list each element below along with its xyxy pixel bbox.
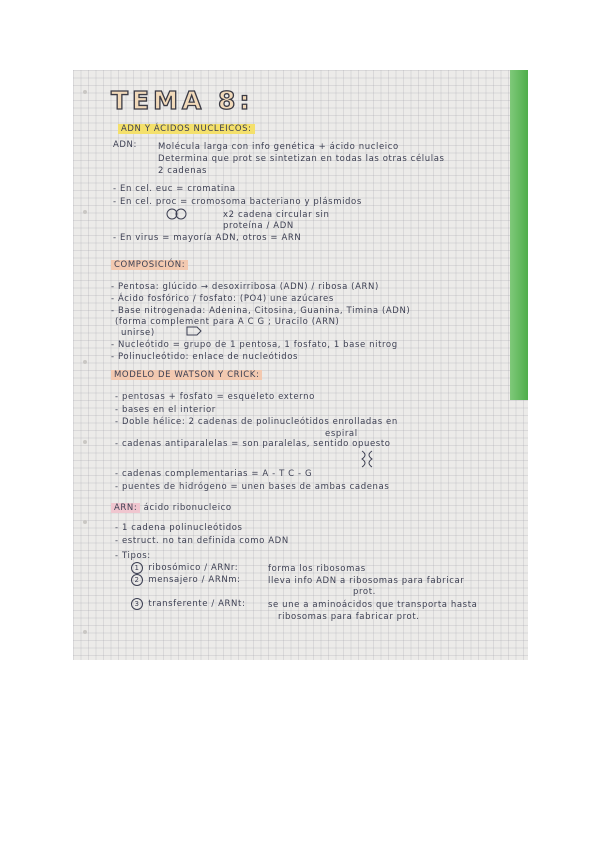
composicion-header [111,260,188,270]
binder-hole [83,630,87,634]
arn-tipo-name: mensajero / ARNm: [148,575,241,585]
modelo-item: - puentes de hidrógeno = unen bases de ambas cadenas [115,482,390,492]
arn-tipo-desc-2: prot. [353,587,376,597]
page-title: TEMA 8: [111,86,254,115]
modelo-header [111,370,262,380]
arn-tipo-desc: lleva info ADN a ribosomas para fabricar [268,576,465,586]
binder-hole [83,360,87,364]
composicion-item: - Base nitrogenada: Adenina, Citosina, Guanina, Timina (ADN) [111,306,411,316]
subtitle [118,124,255,134]
adn-proc-sub-1: x2 cadena circular sin [223,210,330,220]
arn-tipo-desc: forma los ribosomas [268,564,366,574]
arn-header [111,503,232,513]
composicion-item: - Polinucleótido: enlace de nucleótidos [111,352,299,362]
arn-item: - Tipos: [115,551,151,561]
base-pair-sketch [185,325,207,337]
number-circle-icon: 3 [131,598,143,610]
arn-tipo-name: ribosómico / ARNr: [148,563,239,573]
chromosome-sketch [165,207,189,221]
adn-line-3: 2 cadenas [158,166,208,176]
modelo-item: espiral [325,429,358,439]
notebook-page [73,70,528,660]
composicion-highlight: COMPOSICIÓN: [111,260,188,270]
number-circle-icon: 1 [131,562,143,574]
arn-item: - 1 cadena polinucleótidos [115,523,243,533]
composicion-item: - Nucleótido = grupo de 1 pentosa, 1 fosfato, 1 base nitrog [111,340,398,350]
arn-header-rest: ácido ribonucleico [143,503,232,513]
adn-line-2: Determina que prot se sintetizan en todas las otras células [158,154,445,164]
modelo-item: - cadenas antiparalelas = son paralelas, sentido opuesto [115,439,391,449]
adn-line-1: Molécula larga con info genética + ácido nucleico [158,142,399,152]
composicion-item: unirse) [121,328,155,338]
arn-highlight: ARN: [111,503,140,513]
binder-hole [83,90,87,94]
modelo-item: - pentosas + fosfato = esqueleto externo [115,392,315,402]
modelo-item: - cadenas complementarias = A - T C - G [115,469,313,479]
adn-virus: - En virus = mayoría ADN, otros = ARN [113,233,302,243]
arn-tipo-1 [131,562,238,574]
composicion-item: - Pentosa: glúcido → desoxirribosa (ADN) / ribosa (ARN) [111,282,379,292]
arn-tipo-desc-2: ribosomas para fabricar prot. [278,612,420,622]
adn-euc: - En cel. euc = cromatina [113,184,236,194]
composicion-item: (forma complement para A C G ; Uracilo (ARN) [115,317,340,327]
modelo-item: - bases en el interior [115,405,216,415]
arn-tipo-3 [131,598,245,610]
adn-proc: - En cel. proc = cromosoma bacteriano y plásmidos [113,197,362,207]
arn-item: - estruct. no tan definida como ADN [115,536,289,546]
modelo-highlight: MODELO DE WATSON Y CRICK: [111,370,262,380]
binder-hole [83,520,87,524]
adn-proc-sub-2: proteína / ADN [223,221,294,231]
subtitle-highlight: ADN Y ÁCIDOS NUCLEICOS: [118,124,255,134]
arn-tipo-desc: se une a aminoácidos que transporta hasta [268,600,478,610]
arn-tipo-2 [131,574,241,586]
double-helix-sketch [358,450,378,468]
number-circle-icon: 2 [131,574,143,586]
binder-hole [83,210,87,214]
arn-tipo-name: transferente / ARNt: [148,599,246,609]
green-divider-tab [510,70,528,400]
binder-hole [83,440,87,444]
modelo-item: - Doble hélice: 2 cadenas de polinucleótidos enrolladas en [115,417,398,427]
composicion-item: - Ácido fosfórico / fosfato: (PO4) une azúcares [111,294,334,304]
adn-label: ADN: [113,140,137,150]
